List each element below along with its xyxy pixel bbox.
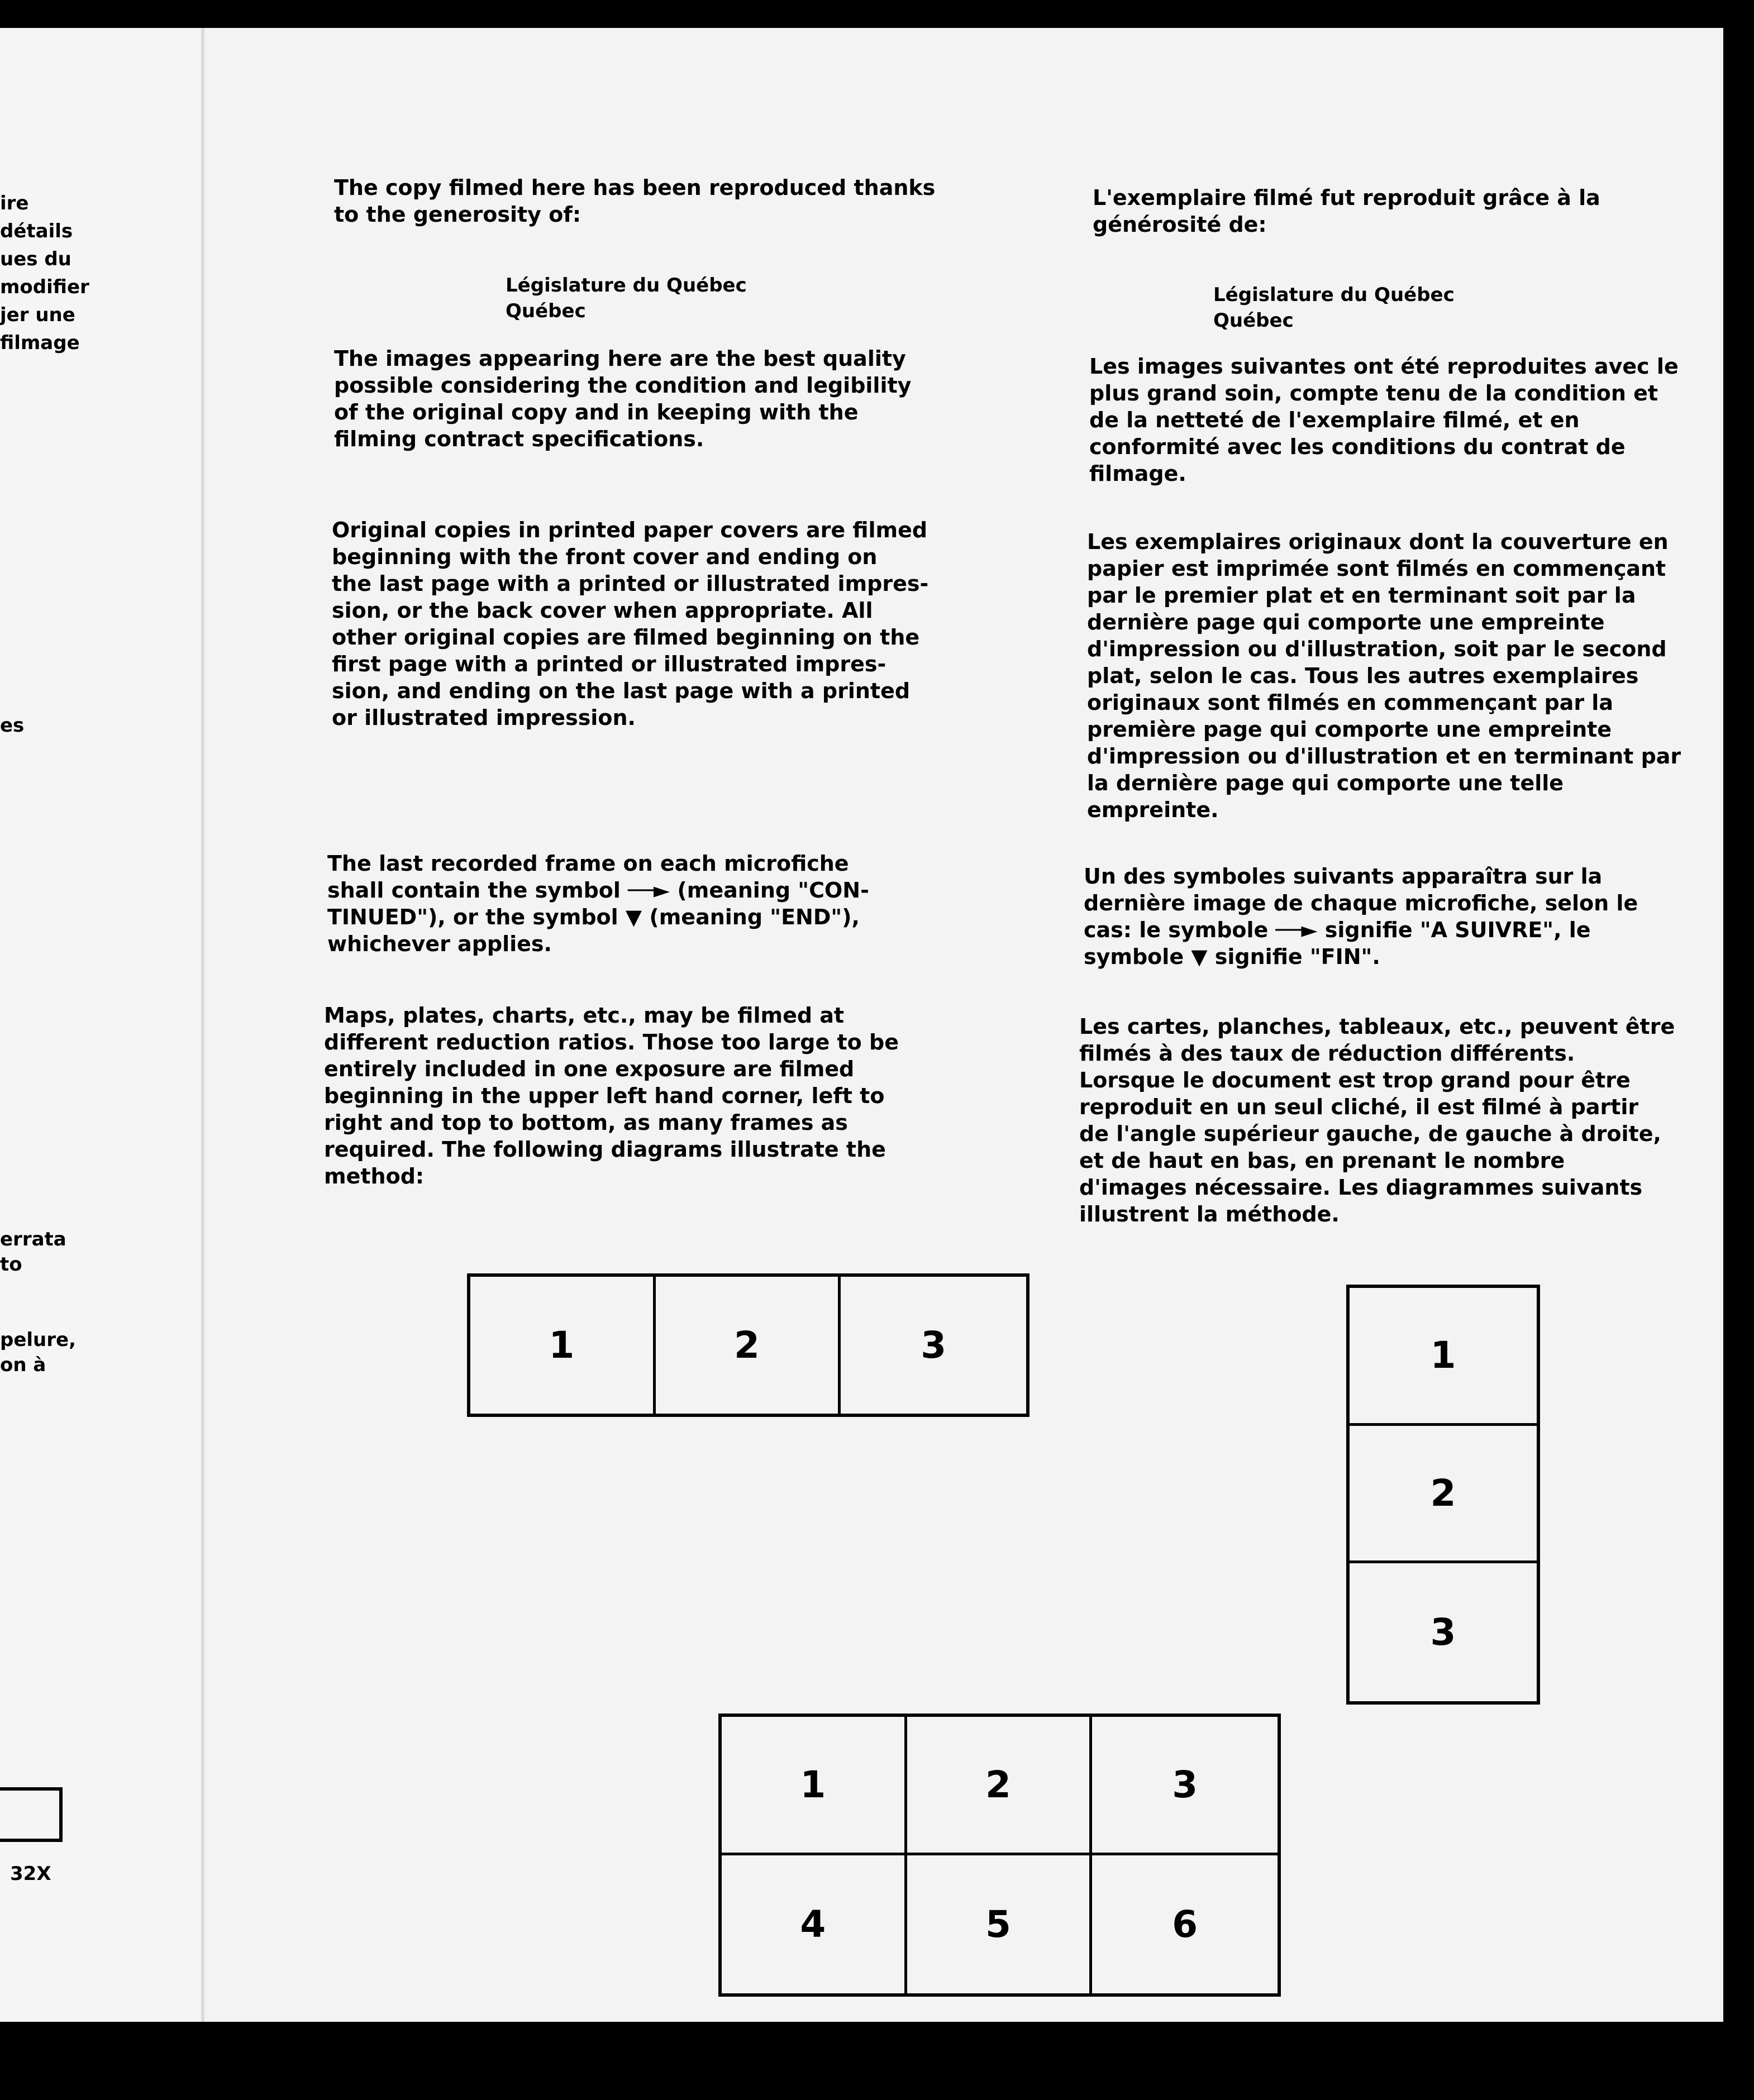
left-fragment: modifier (0, 276, 89, 298)
frame-cell: 3 (1430, 1611, 1456, 1654)
left-fragment: jer une (0, 304, 75, 326)
page-gutter (201, 28, 204, 2022)
left-fragment: to (0, 1253, 22, 1276)
english-symbols-paragraph: The last recorded frame on each microfiche shall contain the symbol ──► (meaning "CON- TINUED"), or the symbol ▼ (meaning "END"), whichever applies. (327, 851, 869, 956)
left-fragment: errata (0, 1228, 66, 1251)
english-quality-paragraph: The images appearing here are the best quality possible considering the condition and legibility of the original copy and in keeping with the filming contract specifications. (334, 346, 912, 451)
left-fragment: on à (0, 1354, 46, 1376)
frame-cell: 2 (1350, 1426, 1537, 1564)
french-covers-paragraph: Les exemplaires originaux dont la couverture en papier est imprimée sont filmés en commençant par le premier plat et en terminant soit par la dernière page qui comporte une empreinte d'impression ou d'illustration, soit par le second plat, selon le cas. Tous les autres exemplaires originaux sont filmés en commençant par la première page qui comporte une empreinte d'impression ou d'illustration et en terminant par la dernière page qui comporte une telle empreinte. (1087, 529, 1681, 822)
frame-cell: 4 (722, 1855, 907, 1994)
french-institution: Législature du Québec Québec (1213, 284, 1455, 332)
left-fragment: es (0, 714, 25, 737)
frame-cell: 6 (1172, 1902, 1198, 1946)
left-fragment: détails (0, 220, 73, 242)
left-fragment: pelure, (0, 1329, 76, 1351)
diagram-grid (718, 1714, 1281, 1997)
french-symbols-paragraph: Un des symboles suivants apparaîtra sur la dernière image de chaque microfiche, selon le cas: le symbole ──► signifie "A SUIVRE", le symbole ▼ signifie "FIN". (1084, 864, 1638, 969)
diagram-horizontal (467, 1273, 1029, 1417)
frame-cell: 1 (722, 1717, 907, 1855)
frame-cell: 2 (907, 1717, 1093, 1855)
english-covers-paragraph: Original copies in printed paper covers are filmed beginning with the front cover and ending on the last page with a printed or illustrated impres- sion, or the back cover when appropriate. All other original copies are filmed beginning on the first page with a printed or illustrated impres- sion, and ending on the last page with a printed or illustrated impression. (332, 518, 929, 730)
english-maps-paragraph: Maps, plates, charts, etc., may be filmed at different reduction ratios. Those too large to be entirely included in one exposure are filmed beginning in the upper left hand corner, left to right and top to bottom, as many frames as required. The following diagrams illustrate the method: (324, 1003, 899, 1189)
frame-cell: 3 (921, 1324, 947, 1367)
left-fragment: ues du (0, 248, 72, 270)
frame-cell: 1 (1350, 1288, 1537, 1426)
frame-cell: 2 (656, 1277, 841, 1414)
left-fragment: filmage (0, 332, 80, 354)
english-intro: The copy filmed here has been reproduced thanks to the generosity of: (334, 175, 936, 227)
frame-cell: 1 (470, 1277, 656, 1414)
french-maps-paragraph: Les cartes, planches, tableaux, etc., peuvent être filmés à des taux de réduction différents. Lorsque le document est trop grand pour être reproduit en un seul cliché, il est filmé à partir de l'angle supérieur gauche, de gauche à droite, et de haut en bas, en prenant le nombre d'images nécessaire. Les diagrammes suivants illustrent la méthode. (1079, 1014, 1675, 1226)
french-quality-paragraph: Les images suivantes ont été reproduites avec le plus grand soin, compte tenu de la condition et de la netteté de l'exemplaire filmé, et en conformité avec les conditions du contrat de filmage. (1089, 354, 1679, 486)
english-institution: Législature du Québec Québec (506, 274, 747, 322)
reduction-label: 32X (10, 1863, 51, 1885)
french-intro: L'exemplaire filmé fut reproduit grâce à la générosité de: (1093, 185, 1600, 237)
reduction-box (0, 1787, 63, 1842)
frame-cell: 3 (1092, 1717, 1278, 1855)
left-fragment: ire (0, 192, 29, 214)
diagram-vertical (1346, 1285, 1540, 1705)
frame-cell: 5 (907, 1855, 1093, 1994)
